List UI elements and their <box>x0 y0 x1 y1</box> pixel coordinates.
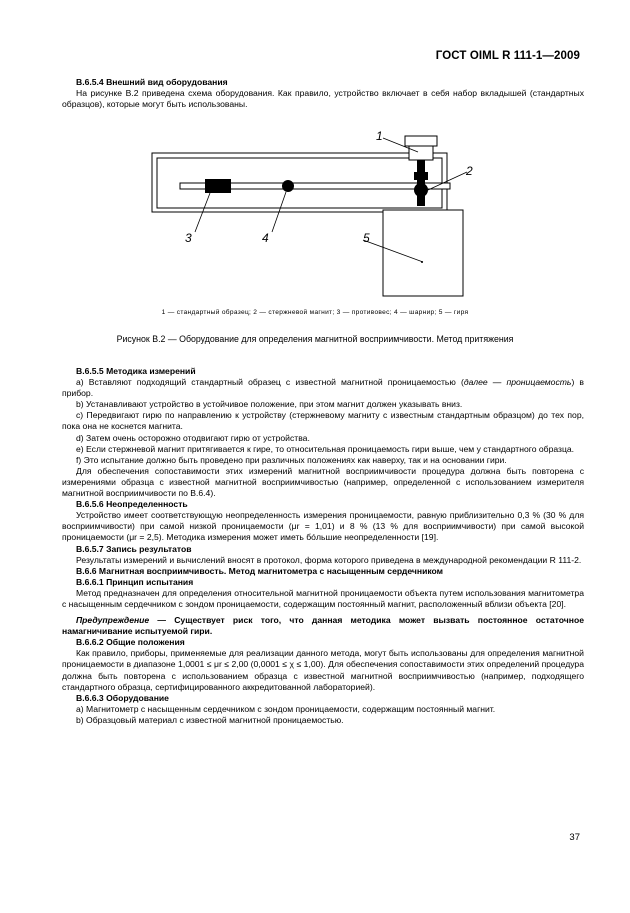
figure-b2-diagram <box>100 128 520 300</box>
heading-b663: В.6.6.3 Оборудование <box>76 692 169 703</box>
para-b656: Устройство имеет соответствующую неопределенность измерения проницаемости, равную приблизительно 0,3 % (30 % для восприимчивости) при самой низкой проницаемости (μr = 1,01) и 8 % (13 % для восприимчивости) при самой высокой проницаемости (μr = 2,5). Методика измерения может иметь бóльшие неопределенности [19]. <box>62 510 584 543</box>
heading-b657: В.6.5.7 Запись результатов <box>76 543 192 554</box>
item-a <box>62 377 584 399</box>
standard-sample <box>409 146 433 160</box>
equip-a: a) Магнитометр с насыщенным сердечником с зондом проницаемости, содержащим постоянный магнит. <box>76 703 496 714</box>
main-text <box>62 366 584 726</box>
page-number: 37 <box>569 832 580 843</box>
figure-label-2: 2 <box>466 164 473 178</box>
item-c: c) Передвигают гирю по направлению к устройству (стержневому магниту с известным стандартным образцом) до тех пор, пока она не коснется магнита. <box>62 410 584 432</box>
heading-b662: В.6.6.2 Общие положения <box>76 637 185 648</box>
heading-b654: В.6.5.4 Внешний вид оборудования <box>76 77 228 87</box>
item-e: e) Если стержневой магнит притягивается к гире, то относительная проницаемость гири выше, чем у стандартного образца. <box>76 443 575 454</box>
heading-b661: В.6.6.1 Принцип испытания <box>76 576 194 587</box>
para-b655: Для обеспечения сопоставимости этих измерений магнитной восприимчивости процедура должна быть повторена с измерениями образца с известной магнитной восприимчивостью (например, определенной с использованием измерителя магнитной восприимчивости по В.6.4). <box>62 465 584 499</box>
item-a-pre: a) Вставляют подходящий стандартный образец с известной магнитной проницаемостью ( <box>76 377 464 388</box>
standard-header: ГОСТ OIML R 111-1—2009 <box>435 50 580 62</box>
item-b: b) Устанавливают устройство в устойчивое положение, при этом магнит должен указывать вниз. <box>76 399 463 410</box>
warning-text: — Существует риск того, что данная методика может вызвать постоянное остаточное намагничивание испытуемой гири. <box>62 615 584 637</box>
item-f: f) Это испытание должно быть проведено при различных положениях как наверху, так и на основании гири. <box>76 454 507 465</box>
apparatus-svg <box>100 128 520 300</box>
heading-b655: В.6.5.5 Методика измерений <box>76 366 196 376</box>
rod-magnet-top <box>414 172 428 180</box>
para-b657: Результаты измерений и вычислений вносят в протокол, форма которого приведена в международной рекомендации R 111-2. <box>76 554 582 565</box>
figure-label-3: 3 <box>185 231 192 245</box>
item-a-post: ) в прибор. <box>62 377 584 399</box>
equip-b: b) Образцовый материал с известной магнитной проницаемостью. <box>76 714 344 725</box>
para-b662: Как правило, приборы, применяемые для реализации данного метода, могут быть использованы для определения магнитной проницаемости в диапазоне 1,0001 ≤ μr ≤ 2,00 (0,0001 ≤ χ ≤ 1,00). Для обеспечения сопоставимости этих определений процедура должна быть повторена с использованием образца с известной магнитной восприимчивостью (например, подходящего стандартного образца, сертифицированного аккредитованной лабораторией). <box>62 648 584 692</box>
figure-label-4: 4 <box>262 231 269 245</box>
heading-b656: В.6.5.6 Неопределенность <box>76 499 188 510</box>
heading-b66: В.6.6 Магнитная восприимчивость. Метод магнитометра с насыщенным сердечником <box>76 565 444 576</box>
figure-label-5: 5 <box>363 231 370 245</box>
sample-neck <box>417 160 425 172</box>
warning-label: Предупреждение <box>76 615 150 626</box>
section-b654 <box>62 77 584 110</box>
item-a-em: далее — проницаемость <box>463 377 572 388</box>
counterweight <box>205 179 231 193</box>
sample-cap <box>405 136 437 146</box>
para-b661: Метод предназначен для определения относительной магнитной проницаемости объекта путем использования магнитометра с насыщенным сердечником с зондом проницаемости, содержащим постоянный магнит, расположенный вблизи объекта [20]. <box>62 587 584 609</box>
item-d: d) Затем очень осторожно отодвигают гирю от устройства. <box>76 432 310 443</box>
weight-box <box>383 210 463 296</box>
figure-title: Рисунок В.2 — Оборудование для определения магнитной восприимчивости. Метод притяжения <box>116 334 514 344</box>
para-b654: На рисунке В.2 приведена схема оборудования. Как правило, устройство включает в себя набор вкладышей (стандартных образцов), которые могут быть использованы. <box>62 88 584 110</box>
hinge <box>282 180 294 192</box>
warning <box>62 615 584 637</box>
figure-label-1: 1 <box>376 129 383 143</box>
magnet-pivot <box>414 183 428 197</box>
figure-legend: 1 — стандартный образец; 2 — стержневой магнит; 3 — противовес; 4 — шарнир; 5 — гиря <box>161 309 469 316</box>
